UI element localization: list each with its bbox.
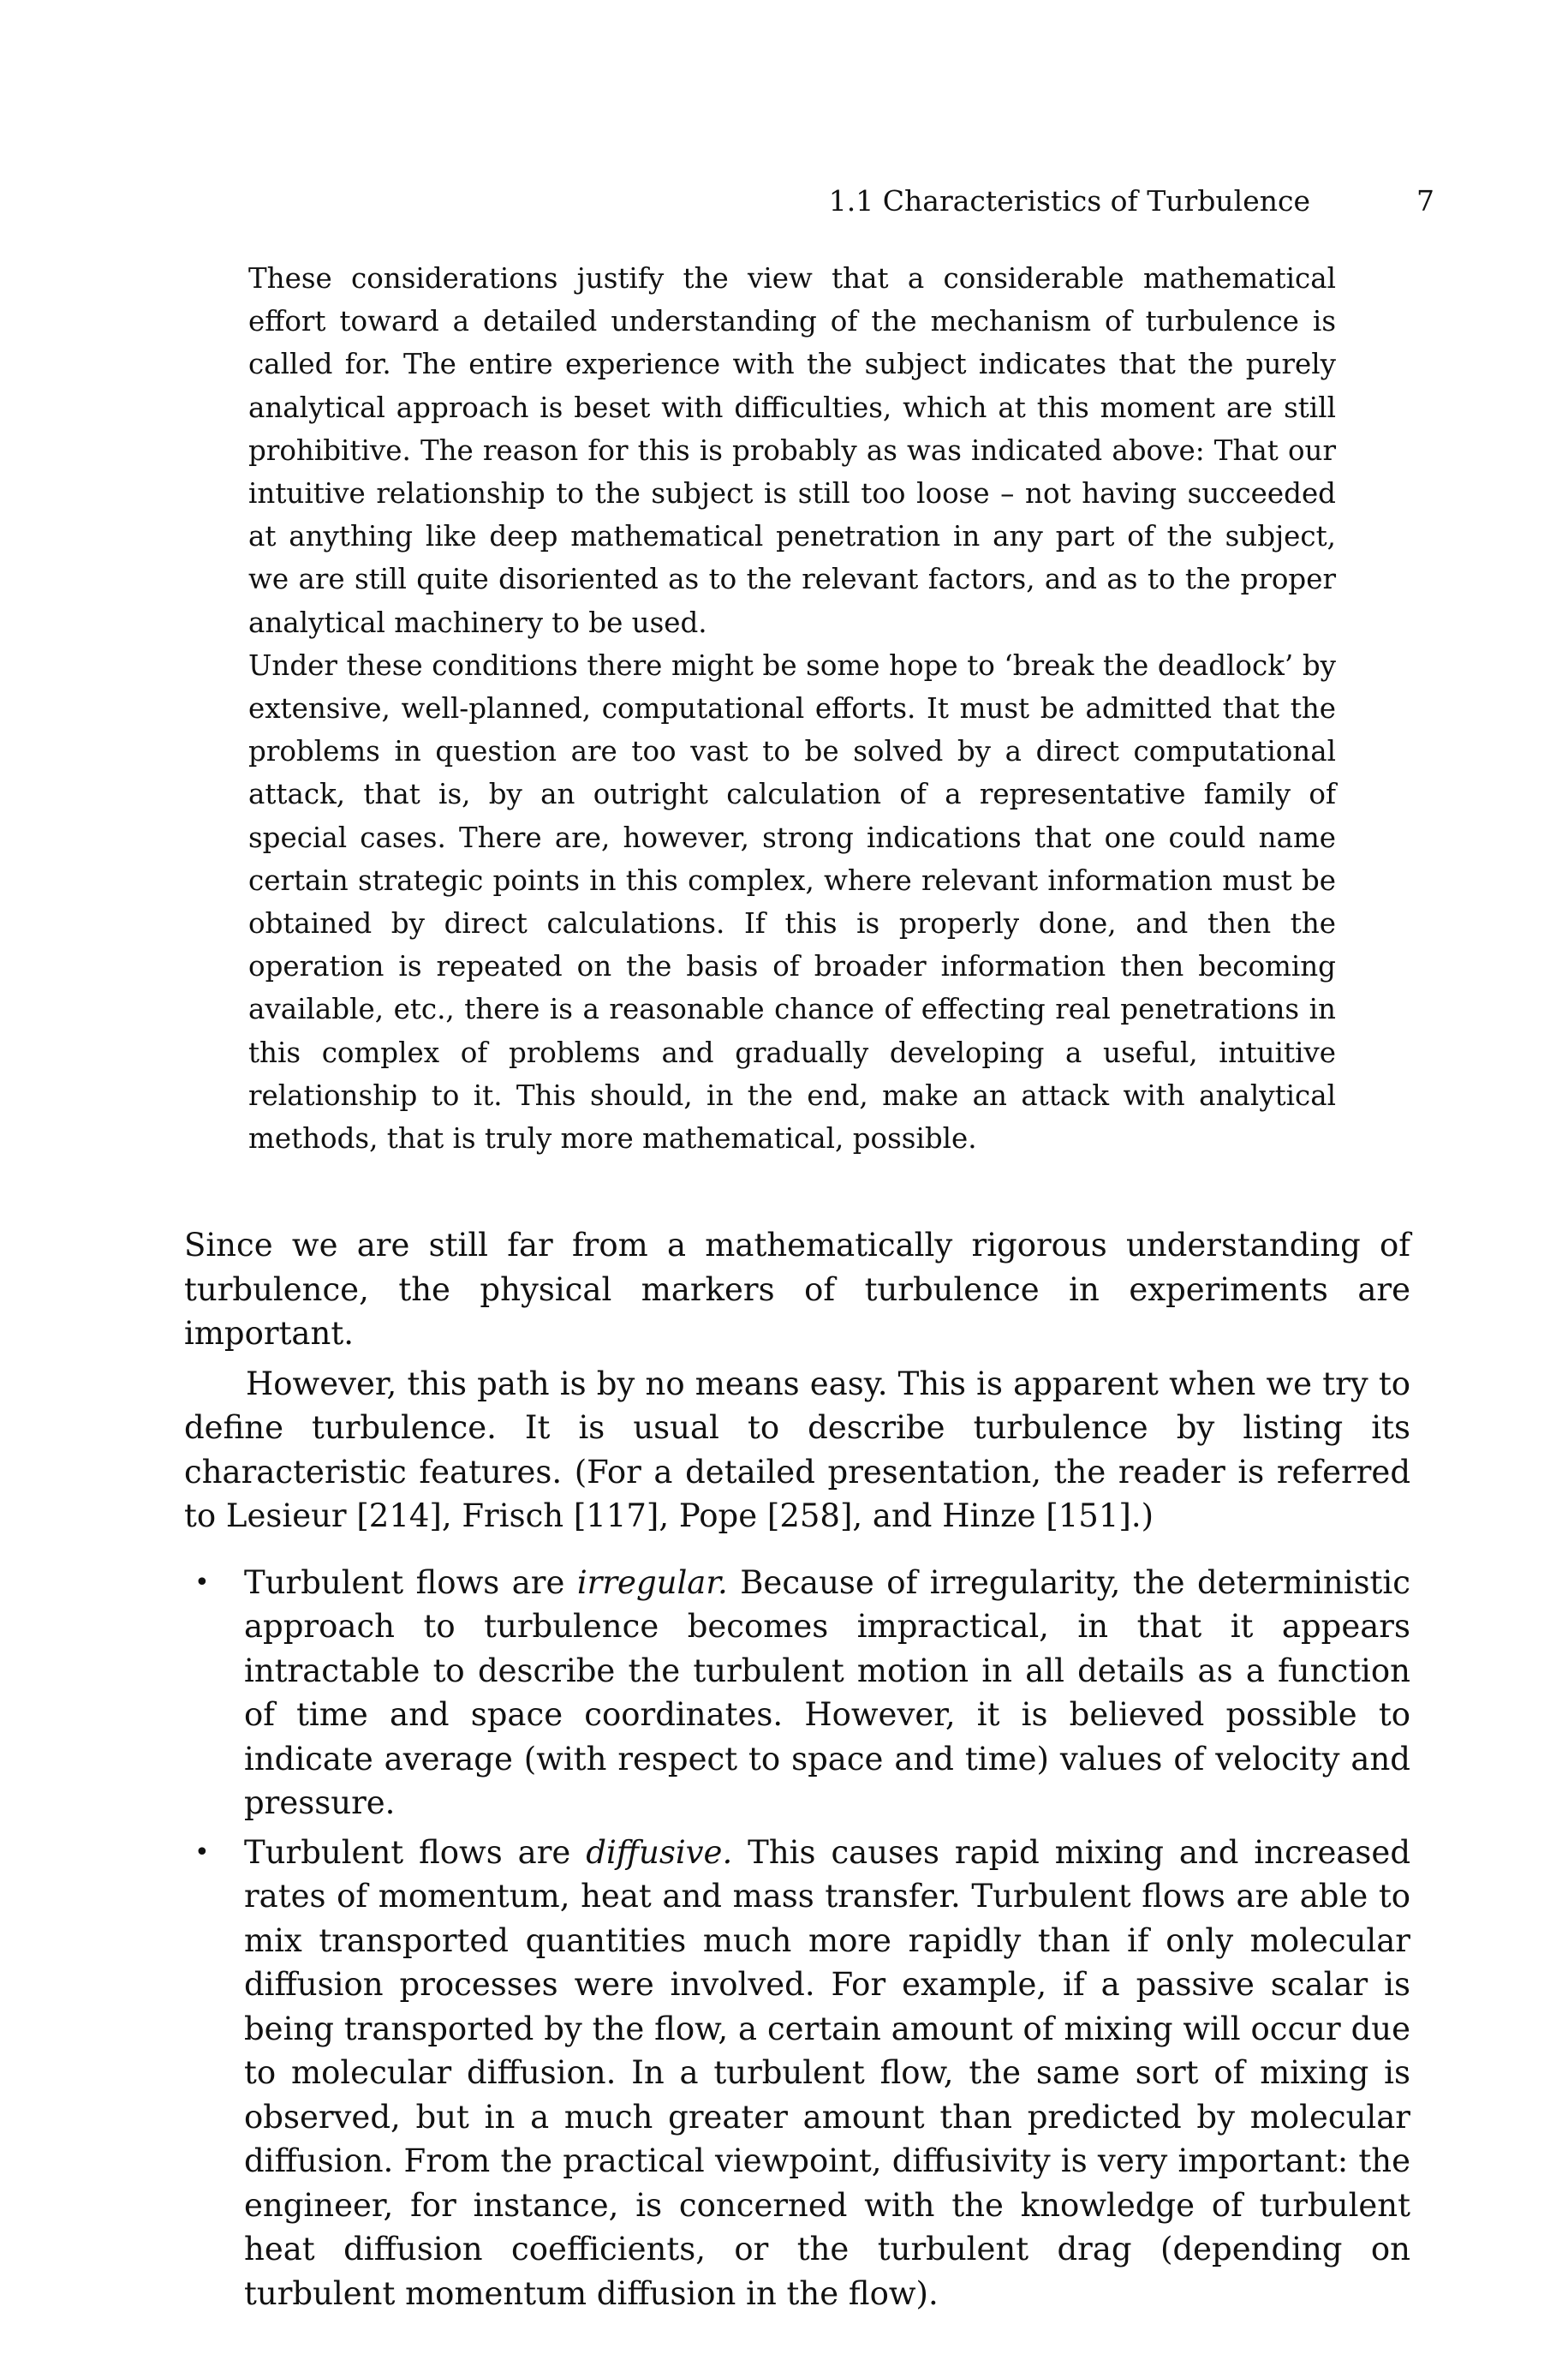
feature-lead: Turbulent flows are [244, 1563, 577, 1601]
feature-term: irregular. [576, 1563, 728, 1601]
page-header [184, 180, 1434, 223]
block-quote [248, 257, 1336, 1160]
body-paragraph-2: However, this path is by no means easy. This is apparent when we try to define turbulence. It is usual to describe turbulence by listing its characteristic features. (For a detailed presentation, the reader is referred to Lesieur [214], Frisch [117], Pope [258], and Hinze [151].) [184, 1365, 1410, 1534]
quote-paragraph-1: These considerations justify the view that a considerable mathematical effort toward a detailed understanding of the mechanism of turbulence is called for. The entire experience with the subject indicates that the purely analytical approach is beset with difficulties, which at this moment are still prohibitive. The reason for this is probably as was indicated above: That our intuitive relationship to the subject is still too loose – not having succeeded at anything like deep mathematical penetration in any part of the subject, we are still quite disoriented as to the relevant factors, and as to the proper analytical machinery to be used. [248, 262, 1336, 639]
main-text [184, 1223, 1410, 2321]
bullet-icon: • [194, 1837, 210, 1867]
list-item [184, 1561, 1410, 1825]
quote-paragraph-2: Under these conditions there might be some hope to ‘break the deadlock’ by extensive, well-planned, computational efforts. It must be admitted that the problems in question are too vast to be solved by a direct computational attack, that is, by an outright calculation of a representative family of special cases. There are, however, strong indications that one could name certain strategic points in this complex, where relevant information must be obtained by direct calculations. If this is properly done, and then the operation is repeated on the basis of broader information then becoming available, etc., there is a reasonable chance of effecting real penetrations in this complex of problems and gradually developing a useful, intuitive relationship to it. This should, in the end, make an attack with analytical methods, that is truly more mathematical, possible. [248, 648, 1336, 1156]
list-item [184, 1831, 1410, 2316]
feature-lead: Turbulent flows are [244, 1833, 587, 1871]
feature-text: Because of irregularity, the deterministic approach to turbulence becomes impractical, in that it appears intractable to describe the turbulent motion in all details as a function of time and space coordinates. However, it is believed possible to indicate average (with respect to space and time) values of velocity and pressure. [244, 1563, 1410, 1821]
feature-term: diffusive. [586, 1833, 733, 1871]
body-paragraph-1: Since we are still far from a mathematically rigorous understanding of turbulence, the physical markers of turbulence in experiments are important. [184, 1227, 1410, 1352]
feature-text: This causes rapid mixing and increased rates of momentum, heat and mass transfer. Turbulent flows are able to mix transported quantities much more rapidly than if only molecular diffusion processes were involved. For example, if a passive scalar is being transported by the flow, a certain amount of mixing will occur due to molecular diffusion. In a turbulent flow, the same sort of mixing is observed, but in a much greater amount than predicted by molecular diffusion. From the practical viewpoint, diffusivity is very important: the engineer, for instance, is concerned with the knowledge of turbulent heat diffusion coefficients, or the turbulent drag (depending on turbulent momentum diffusion in the flow). [244, 1833, 1410, 2312]
feature-list [184, 1561, 1410, 2316]
page-number: 7 [1416, 184, 1434, 218]
running-head: 1.1 Characteristics of Turbulence [828, 184, 1310, 218]
bullet-icon: • [194, 1567, 210, 1598]
